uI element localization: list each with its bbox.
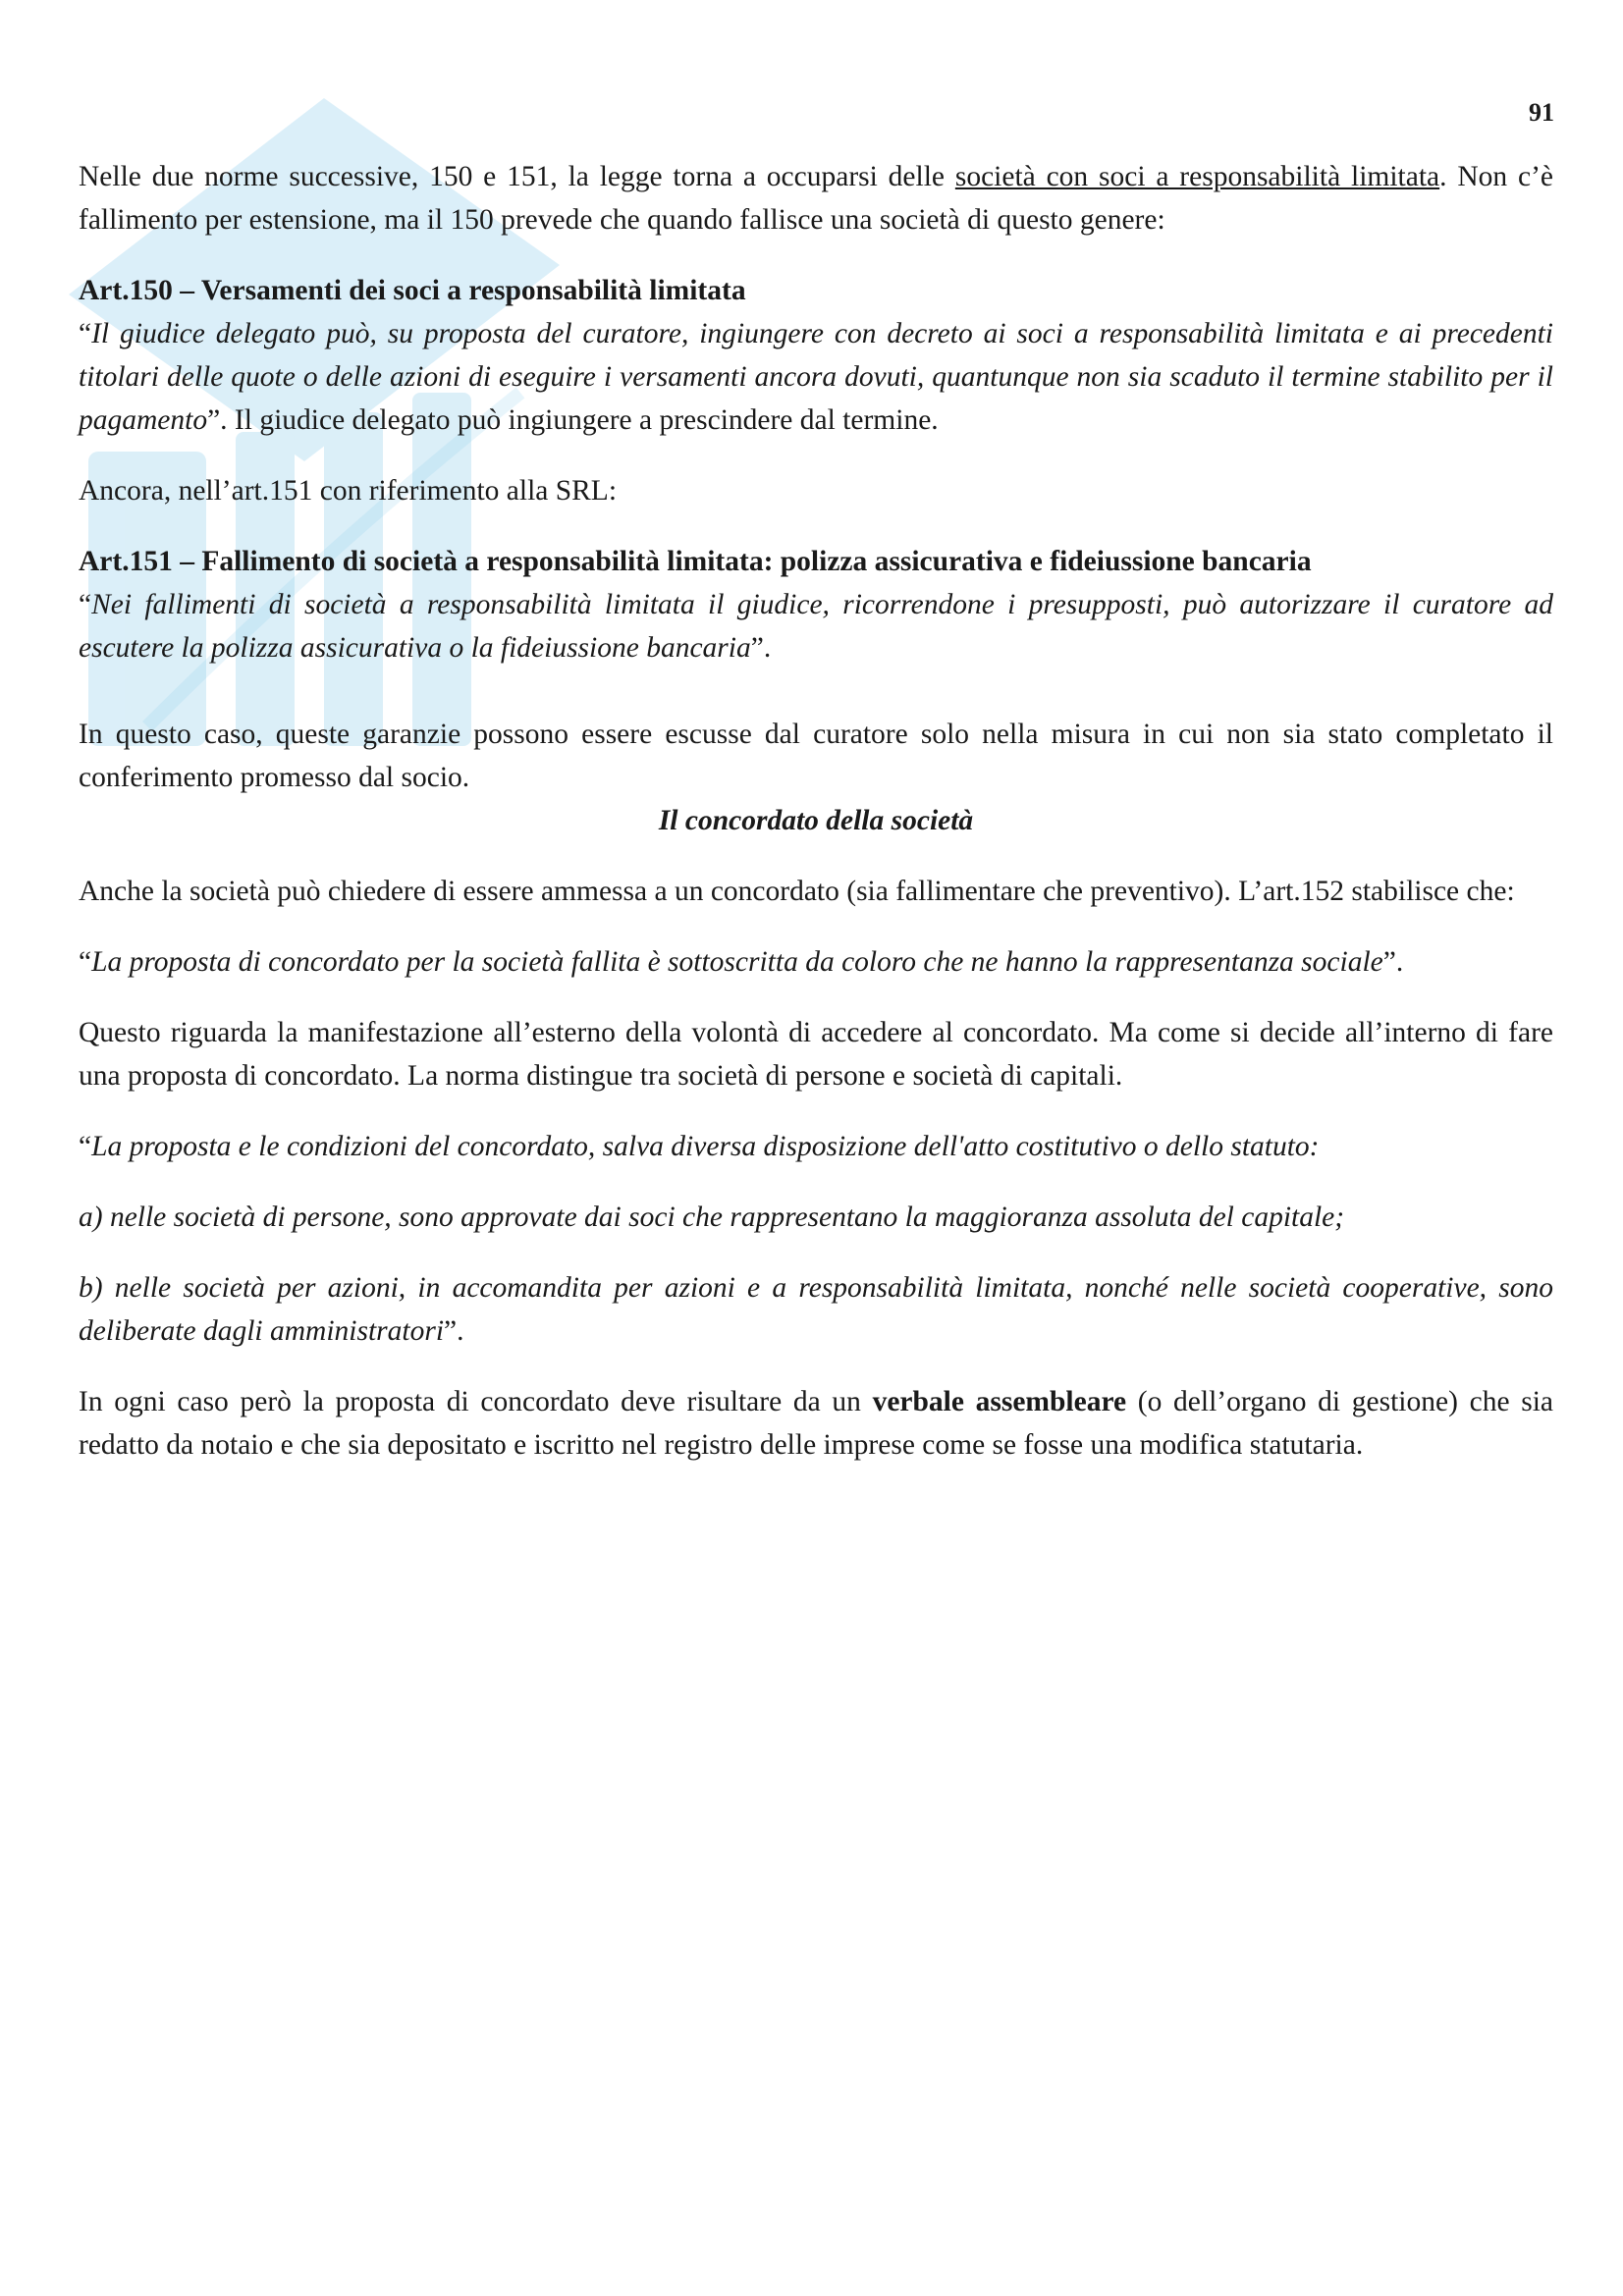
intro-paragraph: Nelle due norme successive, 150 e 151, la legge torna a occuparsi delle società con soci a responsabilità limitata. Non c’è fallimento per estensione, ma il 150 prevede che quando fallisce una società di questo genere: — [79, 161, 1553, 236]
list-item-a: a) nelle società di persone, sono approvate dai soci che rappresentano la maggioranza assoluta del capitale; — [79, 1201, 1345, 1233]
bold-term: verbale assembleare — [872, 1386, 1127, 1417]
art151-heading: Art.151 – Fallimento di società a responsabilità limitata: polizza assicurativa e fideiussione bancaria — [79, 546, 1312, 577]
closing-paragraph: In ogni caso però la proposta di concordato deve risultare da un verbale assembleare (o dell’organo di gestione) che sia redatto da notaio e che sia depositato e iscritto nel registro delle imprese come se fosse una modifica statutaria. — [79, 1386, 1553, 1461]
page-number: 91 — [1529, 98, 1554, 127]
art151-quote: “Nei fallimenti di società a responsabilità limitata il giudice, ricorrendone i presupposti, può autorizzare il curatore ad escutere la polizza assicurativa o la fideiussione bancaria”. — [79, 589, 1553, 664]
art152-quote: “La proposta di concordato per la società fallita è sottoscritta da coloro che ne hanno la rappresentanza sociale”. — [79, 946, 1404, 978]
conditions-quote: “La proposta e le condizioni del concordato, salva diversa disposizione dell'atto costitutivo o dello statuto: — [79, 1131, 1320, 1162]
list-item-b: b) nelle società per azioni, in accomandita per azioni e a responsabilità limitata, nonché nelle società cooperative, sono deliberate dagli amministratori”. — [79, 1272, 1553, 1347]
manifestation-paragraph: Questo riguarda la manifestazione all’esterno della volontà di accedere al concordato. Ma come si decide all’interno di fare una proposta di concordato. La norma distingue tra società di persone e società di capitali. — [79, 1017, 1553, 1092]
art151-intro: Ancora, nell’art.151 con riferimento alla SRL: — [79, 475, 618, 507]
guarantee-paragraph: In questo caso, queste garanzie possono essere escusse dal curatore solo nella misura in cui non sia stato completato il conferimento promesso dal socio. — [79, 719, 1553, 793]
section-title: Il concordato della società — [658, 805, 974, 836]
document-body — [79, 155, 1553, 1494]
concordato-intro: Anche la società può chiedere di essere ammessa a un concordato (sia fallimentare che preventivo). L’art.152 stabilisce che: — [79, 876, 1515, 907]
art150-quote: “Il giudice delegato può, su proposta del curatore, ingiungere con decreto ai soci a responsabilità limitata e ai precedenti titolari delle quote o delle azioni di eseguire i versamenti ancora dovuti, quantunque non sia scaduto il termine stabilito per il pagamento”. Il giudice delegato può ingiungere a prescindere dal termine. — [79, 318, 1553, 436]
art150-heading: Art.150 – Versamenti dei soci a responsabilità limitata — [79, 275, 746, 306]
underlined-term: società con soci a responsabilità limitata — [954, 161, 1440, 192]
